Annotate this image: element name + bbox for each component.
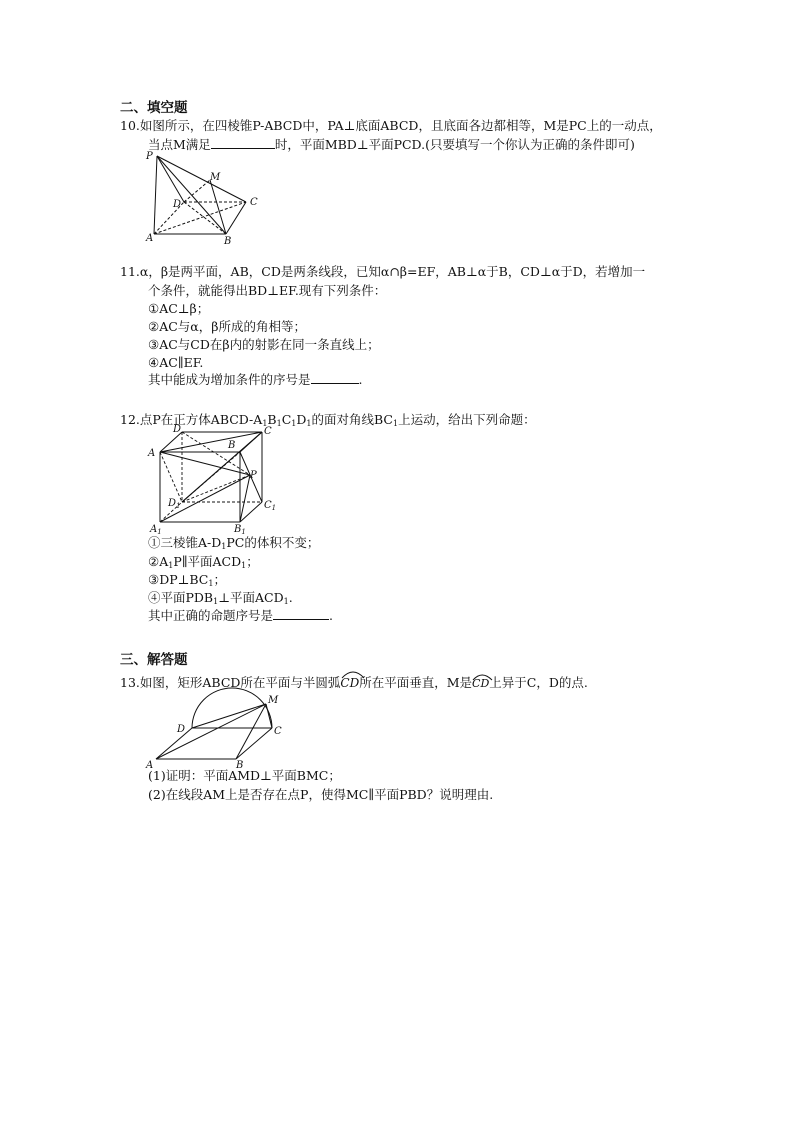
q10-label-P: P — [146, 151, 153, 162]
q13-part-2: (2)在线段AM上是否存在点P，使得MC∥平面PBD？说明理由. — [148, 787, 494, 802]
q13-line1-part: 所在平面垂直，M是 — [359, 675, 473, 690]
q12-option-3-part: ③DP⊥BC — [148, 572, 209, 587]
q13-label-A: A — [146, 760, 154, 771]
arc-icon — [471, 672, 495, 682]
q11-answer-blank[interactable] — [311, 371, 359, 384]
q13-arc-label-small: CD — [472, 677, 490, 690]
q10-answer-blank[interactable] — [211, 136, 275, 149]
q12-option-4-part: ④平面PDB — [148, 590, 214, 605]
q11-option-3: ③AC与CD在β内的射影在同一条直线上； — [148, 337, 380, 352]
q13-line1-part: 上异于C，D的点. — [489, 675, 588, 690]
q12-question-text: 其中正确的命题序号是 — [148, 608, 274, 623]
q12-question-end: . — [329, 608, 333, 623]
q12-label-B: B — [228, 440, 236, 451]
q12-subscript: 1 — [276, 419, 282, 428]
q13-label-B: B — [236, 760, 244, 771]
q11-line1: 11.α，β是两平面，AB，CD是两条线段，已知α∩β=EF，AB⊥α于B，CD⊥α于D，若增加一 — [120, 264, 646, 279]
q11-line2: 个条件，就能得出BD⊥EF.现有下列条件： — [148, 283, 387, 298]
q12-subscript: 1 — [241, 561, 247, 570]
q11-option-4: ④AC∥EF. — [148, 355, 204, 370]
q12-subscript: 1 — [291, 419, 297, 428]
q12-subscript: 1 — [221, 542, 227, 551]
q13-label-M: M — [268, 695, 279, 706]
q12-label-C: C — [264, 426, 272, 437]
q10-line2-start: 当点M满足 — [148, 137, 211, 152]
q13-arc-label: CD — [340, 676, 360, 690]
q10-label-M: M — [210, 172, 221, 183]
arc-icon — [339, 669, 369, 679]
q12-label-A: A — [148, 448, 156, 459]
q13-line1-part: 13.如图，矩形ABCD所在平面与半圆弧 — [120, 675, 341, 690]
q10-line2-end: 时，平面MBD⊥平面PCD.(只要填写一个你认为正确的条件即可) — [274, 137, 635, 152]
q11-question-end: . — [358, 372, 363, 387]
q12-label-C1: $C_1$ — [264, 500, 277, 512]
q12-option-4-part: . — [288, 590, 293, 605]
q10-label-A: A — [146, 233, 154, 244]
q12-line1-part: 的面对角线BC — [311, 412, 393, 427]
q12-subscript: 1 — [262, 419, 268, 428]
q12-option-2-part: P∥平面ACD — [173, 554, 242, 569]
q11-question — [148, 371, 363, 389]
q12-line1-part: 12.点P在正方体ABCD-A — [120, 412, 263, 427]
q10-label-D: D — [173, 199, 182, 210]
q10-label-C: C — [250, 197, 258, 208]
q10-label-B: B — [224, 236, 232, 247]
q12-question — [148, 607, 333, 625]
q12-answer-blank[interactable] — [273, 607, 329, 620]
q13-label-C: C — [274, 726, 282, 737]
q11-option-2: ②AC与α，β所成的角相等； — [148, 319, 306, 334]
q12-option-4-part: ⊥平面ACD — [218, 590, 284, 605]
q12-line1-part: D — [296, 412, 307, 427]
q11-question-text: 其中能成为增加条件的序号是 — [148, 372, 311, 387]
q12-line1-part: B — [267, 412, 277, 427]
q12-option-1-part: ①三棱锥A-D — [148, 535, 222, 550]
q12-subscript: 1 — [283, 597, 289, 606]
q12-subscript: 1 — [168, 561, 174, 570]
q11-option-1: ①AC⊥β； — [148, 301, 210, 316]
q12-label-D: D — [173, 424, 182, 435]
q13-arc-symbol — [340, 672, 359, 692]
q10-pyramid-figure — [140, 150, 270, 245]
q12-subscript: 1 — [306, 419, 312, 428]
q10-line1: 10.如图所示，在四棱锥P-ABCD中，PA⊥底面ABCD，且底面各边都相等，M是PC上的一动点， — [120, 118, 662, 133]
q12-option-1-part: PC的体积不变； — [226, 535, 320, 550]
q12-cube-figure — [140, 422, 280, 537]
q12-option-2-part: ； — [246, 554, 259, 569]
section-heading-answer: 三、解答题 — [120, 652, 188, 668]
section-heading-fill: 二、填空题 — [120, 100, 188, 116]
q12-line1-part: C — [281, 412, 292, 427]
q12-option-2-part: ②A — [148, 554, 169, 569]
q12-label-A1: $A_1$ — [150, 524, 162, 536]
q13-arc-symbol-small — [472, 675, 489, 693]
q12-option-3-part: ； — [213, 572, 226, 587]
q12-subscript: 1 — [213, 597, 219, 606]
q12-subscript: 1 — [392, 419, 399, 428]
q13-part-1: (1)证明：平面AMD⊥平面BMC； — [148, 768, 341, 783]
q12-label-D1: $D_1$ — [168, 498, 181, 510]
q12-label-B1: $B_1$ — [234, 524, 246, 536]
q12-label-P: P — [250, 470, 257, 481]
q13-label-D: D — [177, 724, 186, 735]
q12-line1-part: 上运动，给出下列命题： — [398, 412, 536, 427]
q12-subscript: 1 — [208, 579, 214, 588]
q13-figure — [142, 688, 292, 770]
